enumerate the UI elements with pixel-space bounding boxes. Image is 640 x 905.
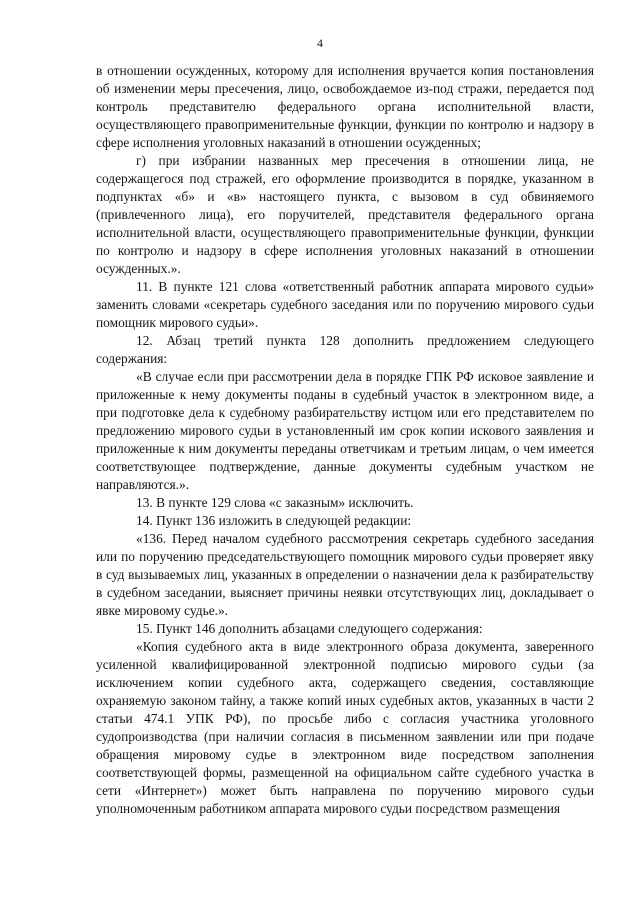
paragraph-item-15: 15. Пункт 146 дополнить абзацами следующего содержания:	[136, 621, 483, 636]
paragraph-continuation: в отношении осужденных, которому для исполнения вручается копия постановления об изменении меры пресечения, лицо, освобождаемое из-под стражи, передается под контроль представителю федерального органа исполнительной власти, осуществляющего правоприменительные функции, функции по контролю и надзору в сфере исполнения уголовных наказаний в отношении осужденных;	[96, 63, 594, 150]
paragraph-item-12-quote: «В случае если при рассмотрении дела в порядке ГПК РФ исковое заявление и приложенные к нему документы поданы в судебный участок в электронном виде, а при подготовке дела к судебному разбирательству истцом или его представителем по предложению мирового судьи в установленный им срок копии искового заявления и приложенные к ним документы переданы ответчикам и третьим лицам, о чем имеется соответствующее подтверждение, данные документы судебным участком не направляются.».	[96, 369, 594, 492]
paragraph-subpoint-g: г) при избрании названных мер пресечения в отношении лица, не содержащегося под стражей, его оформление производится в порядке, указанном в подпунктах «б» и «в» настоящего пункта, с вызовом в суд обвиняемого (привлеченного лица), его поручителей, представителя федерального органа исполнительной власти, осуществляющего правоприменительные функции, функции по контролю и надзору в сфере исполнения уголовных наказаний в отношении осужденных.».	[96, 153, 594, 276]
paragraph-item-11: 11. В пункте 121 слова «ответственный работник аппарата мирового судьи» заменить словами «секретарь судебного заседания или по поручению мирового судьи помощник мирового судьи».	[96, 279, 594, 330]
page-number: 4	[317, 36, 323, 50]
paragraph-item-14-quote: «136. Перед началом судебного рассмотрения секретарь судебного заседания или по поручению председательствующего помощник мирового судьи проверяет явку в суд вызываемых лиц, указанных в определении о назначении дела к разбирательству в судебном заседании, выясняет причины неявки отсутствующих лиц, докладывает о явке мировому судье.».	[96, 531, 594, 618]
paragraph-item-13: 13. В пункте 129 слова «с заказным» исключить.	[136, 495, 414, 510]
paragraph-item-15-quote: «Копия судебного акта в виде электронного образа документа, заверенного усиленной квалифицированной электронной подписью мирового судьи (за исключением копии судебного акта, содержащего сведения, составляющие охраняемую законом тайну, а также копий иных судебных актов, указанных в части 2 статьи 474.1 УПК РФ), по просьбе либо с согласия участника уголовного судопроизводства (при наличии согласия в письменном заявлении или при подаче обращения мировому судье в электронном виде посредством заполнения соответствующей формы, размещенной на официальном сайте судебного участка в сети «Интернет») может быть направлена по поручению мирового судьи уполномоченным работником аппарата мирового судьи посредством размещения	[96, 639, 594, 816]
document-body	[96, 62, 594, 818]
paragraph-item-14: 14. Пункт 136 изложить в следующей редакции:	[136, 513, 412, 528]
paragraph-item-12: 12. Абзац третий пункта 128 дополнить предложением следующего содержания:	[96, 333, 594, 366]
